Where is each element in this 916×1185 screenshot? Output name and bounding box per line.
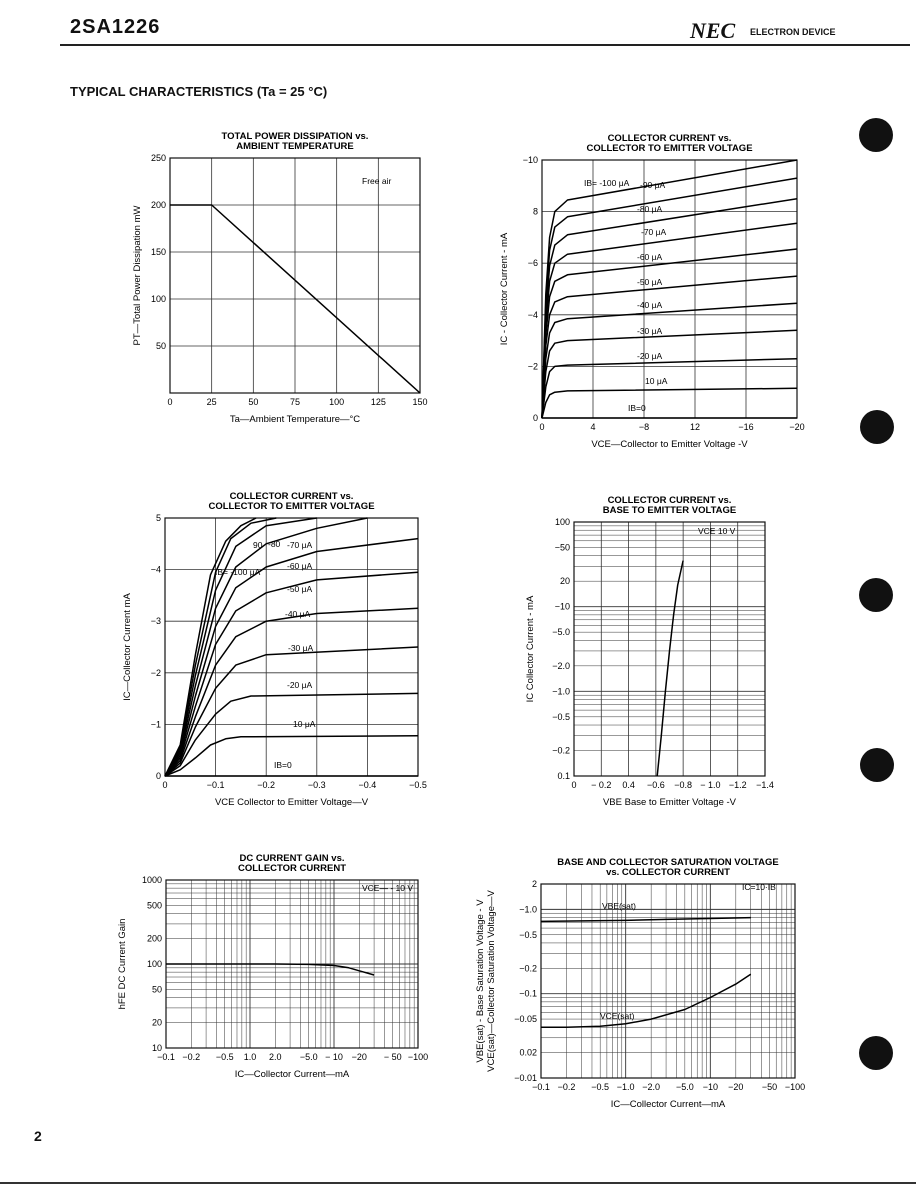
x-tick-label: −1.4: [756, 780, 774, 790]
curve-label: -50 μA: [287, 584, 313, 594]
y-axis-label: PT—Total Power Dissipation mW: [132, 205, 143, 346]
series-line: [542, 178, 797, 418]
y-tick-label: 200: [150, 200, 166, 210]
x-tick-label: −50: [761, 1082, 778, 1092]
chart-c6: [475, 857, 805, 1110]
curve-label: -40 μA: [285, 609, 311, 619]
y-tick-label: 50: [151, 984, 162, 995]
x-tick-label: −5.0: [299, 1052, 318, 1062]
chart-annotation: IC=10·IB: [742, 882, 776, 892]
y-axis-label: IC—Collector Current mA: [122, 593, 133, 701]
curve-label: -80: [268, 539, 281, 549]
y-tick-label: 20: [559, 576, 570, 587]
y-tick-label: 100: [150, 294, 166, 304]
y-tick-label: −1.0: [519, 904, 537, 915]
curve-label: -50 μA: [637, 277, 663, 287]
chart-annotation: VCE— - 10 V: [362, 883, 414, 893]
series-line: [542, 330, 797, 418]
curve-label: -30 μA: [637, 326, 663, 336]
brand-logo: NEC: [690, 18, 736, 43]
x-tick-label: −0.1: [157, 1052, 175, 1062]
curve-label: IB= -100 μA: [584, 178, 630, 188]
x-tick-label: 0.4: [622, 780, 635, 790]
x-tick-label: −1.0: [616, 1082, 635, 1092]
x-tick-label: −100: [407, 1052, 429, 1062]
y-tick-label: −10: [554, 601, 570, 612]
x-tick-label: 1.0: [243, 1052, 257, 1062]
curve-label: IB= -100 μA: [215, 567, 261, 577]
series-line: [165, 647, 418, 776]
curve-label: 10 μA: [645, 376, 668, 386]
y-axis-label: IC Collector Current - mA: [525, 595, 536, 703]
curve-label: -20 μA: [287, 680, 313, 690]
x-tick-label: 4: [590, 422, 596, 432]
y-tick-label: 200: [146, 933, 162, 944]
x-axis-label: IC—Collector Current—mA: [234, 1069, 350, 1080]
x-tick-label: 2.0: [269, 1052, 282, 1062]
series-line: [542, 160, 797, 418]
series-line: [541, 918, 751, 922]
x-axis-label: VCE Collector to Emitter Voltage—V: [214, 797, 369, 808]
x-tick-label: −20: [351, 1052, 367, 1062]
chart-title: COLLECTOR CURRENT vs.: [607, 133, 732, 144]
y-tick-label: −4: [527, 309, 538, 320]
curve-label: 90: [253, 540, 263, 550]
y-tick-label: 250: [150, 153, 166, 163]
x-tick-label: −100: [784, 1082, 806, 1092]
x-tick-label: −2.0: [642, 1082, 661, 1092]
chart-title: COLLECTOR TO EMITTER VOLTAGE: [208, 501, 375, 512]
y-tick-label: 10: [151, 1043, 162, 1053]
y-tick-label: −6: [527, 258, 538, 269]
y-tick-label: −1.0: [552, 686, 570, 697]
x-tick-label: 0: [571, 780, 577, 790]
chart-title: BASE TO EMITTER VOLTAGE: [602, 505, 737, 516]
curve-label: 10 μA: [293, 719, 316, 729]
y-axis-label: VCE(sat)—Collector Saturation Voltage—V: [486, 890, 497, 1072]
x-tick-label: −20: [789, 422, 805, 432]
y-tick-label: −0.01: [514, 1073, 537, 1083]
y-axis-label: hFE DC Current Gain: [117, 918, 128, 1010]
x-tick-label: −0.2: [182, 1052, 201, 1062]
x-tick-label: 100: [329, 397, 345, 407]
x-tick-label: − 10: [325, 1052, 343, 1062]
chart-title: AMBIENT TEMPERATURE: [236, 141, 354, 152]
series-line: [542, 303, 797, 418]
series-line: [542, 199, 797, 418]
curve-label: -70 μA: [287, 540, 313, 550]
chart-c5: [117, 853, 428, 1080]
x-axis-label: Ta—Ambient Temperature—°C: [229, 414, 361, 425]
chart-title: TOTAL POWER DISSIPATION vs.: [221, 131, 369, 142]
page-number: 2: [34, 1128, 42, 1144]
series-line: [165, 572, 418, 776]
y-tick-label: −0.2: [552, 745, 570, 756]
y-tick-label: 0.1: [557, 771, 570, 781]
chart-c2: [499, 133, 805, 450]
y-tick-label: 100: [146, 959, 162, 969]
curve-label: VCE(sat): [600, 1011, 635, 1021]
curve-label: -60 μA: [287, 561, 313, 571]
y-tick-label: 8: [532, 206, 538, 217]
y-tick-label: 20: [151, 1017, 162, 1028]
y-tick-label: −0.2: [519, 963, 537, 974]
chart-c4: [525, 495, 774, 808]
chart-c3: [122, 491, 427, 808]
chart-title: BASE AND COLLECTOR SATURATION VOLTAGE: [557, 857, 779, 868]
x-tick-label: 125: [370, 397, 386, 407]
x-tick-label: −0.5: [215, 1052, 234, 1062]
x-axis-label: VCE—Collector to Emitter Voltage -V: [591, 439, 748, 450]
chart-title: COLLECTOR CURRENT: [237, 863, 347, 874]
x-tick-label: −8: [638, 422, 650, 432]
y-tick-label: −0.5: [519, 929, 537, 940]
chart-annotation: Free air: [362, 176, 392, 186]
y-tick-label: −2: [150, 667, 161, 678]
y-tick-label: −5.0: [552, 627, 570, 638]
curve-label: -70 μA: [641, 227, 667, 237]
section-title: TYPICAL CHARACTERISTICS (Ta = 25 °C): [70, 84, 328, 99]
x-tick-label: − 0.2: [591, 780, 612, 790]
chart-title: COLLECTOR TO EMITTER VOLTAGE: [586, 143, 753, 154]
chart-title: COLLECTOR CURRENT vs.: [229, 491, 354, 502]
curve-label: -30 μA: [288, 643, 314, 653]
series-line: [657, 561, 683, 776]
x-axis-label: IC—Collector Current—mA: [610, 1099, 726, 1110]
x-tick-label: −16: [738, 422, 754, 432]
x-tick-label: 75: [289, 397, 301, 407]
y-tick-label: −1: [150, 719, 161, 730]
x-tick-label: − 50: [383, 1052, 402, 1062]
chart-title: COLLECTOR CURRENT vs.: [607, 495, 732, 506]
x-tick-label: 25: [206, 397, 217, 407]
x-tick-label: −0.1: [206, 780, 225, 790]
brand-subtitle: ELECTRON DEVICE: [750, 27, 836, 37]
y-tick-label: 0.02: [519, 1047, 537, 1058]
series-line: [542, 249, 797, 418]
y-tick-label: −0.05: [514, 1014, 537, 1025]
x-tick-label: −20: [728, 1082, 744, 1092]
curve-label: -20 μA: [637, 351, 663, 361]
curve-label: -40 μA: [637, 300, 663, 310]
x-tick-label: −0.8: [674, 780, 693, 790]
y-tick-label: 150: [150, 247, 166, 257]
y-tick-label: −4: [150, 564, 161, 575]
curve-label: IB=0: [628, 403, 646, 413]
y-axis-label: IC - Collector Current - mA: [499, 232, 510, 346]
x-tick-label: −0.5: [409, 780, 427, 790]
x-tick-label: −0.2: [557, 1082, 576, 1092]
x-tick-label: −0.4: [358, 780, 377, 790]
y-tick-label: −3: [150, 616, 161, 627]
series-line: [542, 276, 797, 418]
y-tick-label: 5: [155, 513, 161, 523]
y-tick-label: 1000: [141, 875, 162, 885]
curve-label: -90 μA: [640, 180, 666, 190]
x-tick-label: −0.1: [532, 1082, 550, 1092]
x-tick-label: 0: [162, 780, 168, 790]
y-tick-label: 50: [155, 341, 166, 351]
x-tick-label: 12: [689, 422, 701, 432]
y-tick-label: −50: [554, 542, 570, 553]
y-tick-label: −2.0: [552, 660, 570, 671]
curve-label: IB=0: [274, 760, 292, 770]
x-tick-label: −0.3: [307, 780, 326, 790]
x-tick-label: 50: [248, 397, 259, 407]
series-line: [542, 388, 797, 418]
y-tick-label: −0.1: [519, 988, 537, 999]
part-number: 2SA1226: [70, 16, 161, 38]
y-tick-label: 100: [554, 517, 570, 527]
y-tick-label: 2: [531, 879, 537, 889]
x-tick-label: −5.0: [675, 1082, 694, 1092]
x-tick-label: − 1.0: [700, 780, 721, 790]
x-tick-label: −0.5: [591, 1082, 610, 1092]
y-tick-label: −10: [522, 155, 538, 165]
x-tick-label: −0.6: [646, 780, 665, 790]
curve-label: VBE(sat): [602, 901, 637, 911]
footer-rule: [0, 1182, 916, 1184]
y-axis-label: VBE(sat) - Base Saturation Voltage - V: [475, 899, 486, 1063]
y-tick-label: 0: [155, 771, 161, 781]
plot-frame: [542, 160, 797, 418]
curve-label: -80 μA: [637, 204, 663, 214]
curve-label: -60 μA: [637, 252, 663, 262]
y-tick-label: −2: [527, 361, 538, 372]
x-tick-label: 0: [167, 397, 173, 407]
x-axis-label: VBE Base to Emitter Voltage -V: [602, 797, 737, 808]
y-tick-label: 0: [532, 413, 538, 423]
y-tick-label: 500: [146, 900, 162, 911]
x-tick-label: −1.2: [728, 780, 747, 790]
chart-c1: [132, 131, 428, 425]
chart-annotation: VCE 10 V: [698, 526, 736, 536]
chart-title: DC CURRENT GAIN vs.: [239, 853, 345, 864]
x-tick-label: 150: [412, 397, 428, 407]
series-line: [166, 964, 374, 975]
x-tick-label: 0: [539, 422, 545, 432]
x-tick-label: −0.2: [257, 780, 276, 790]
chart-title: vs. COLLECTOR CURRENT: [606, 867, 730, 878]
x-tick-label: −10: [702, 1082, 718, 1092]
y-tick-label: −0.5: [552, 711, 570, 722]
